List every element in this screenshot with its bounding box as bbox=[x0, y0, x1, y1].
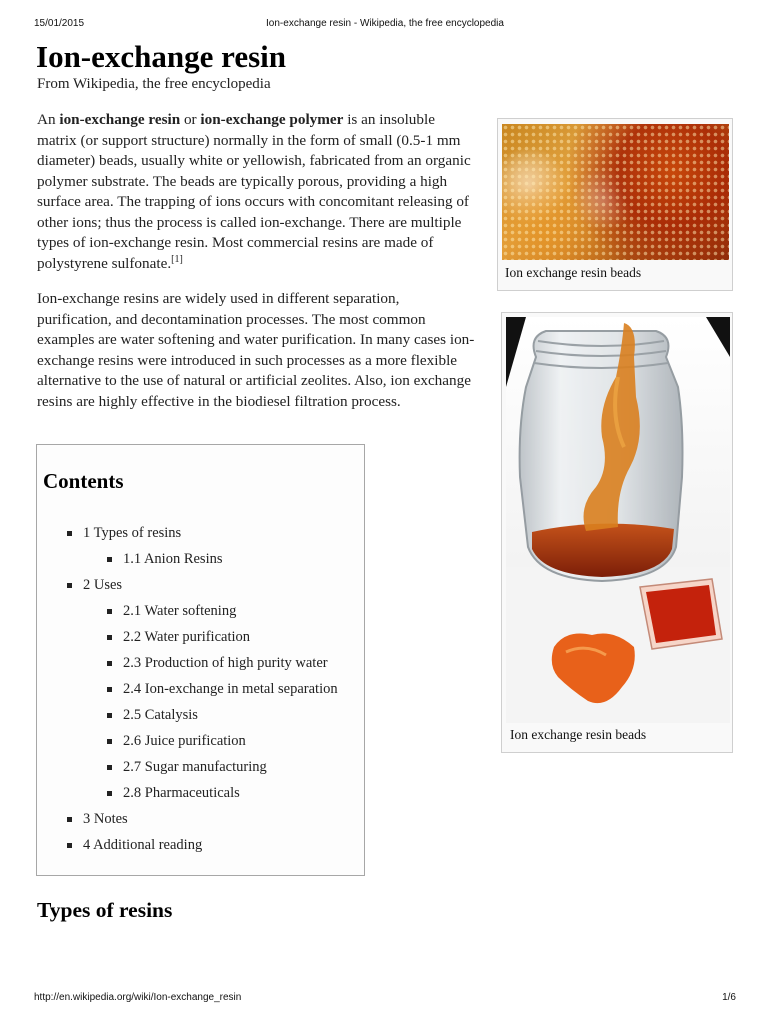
intro-text-3: is an insoluble matrix (or support structure) normally in the form of small (0.5-1 mm diameter) beads, usually white or yellowish, fabricated from an organic polymer substrate. The beads are typically porous, providing a high surface area. The trapping of ions occurs with concomitant releasing of other ions; thus the process is called ion-exchange. There are multiple types of ion-exchange resin. Most commercial resins are made of polystyrene sulfonate. bbox=[37, 111, 471, 272]
citation-link[interactable]: [1] bbox=[171, 253, 183, 265]
table-of-contents bbox=[36, 444, 365, 876]
toc-item-label: 2.2 Water purification bbox=[123, 629, 251, 645]
bullet-icon bbox=[67, 583, 72, 588]
print-footer bbox=[34, 992, 736, 1006]
toc-item-label: 2.7 Sugar manufacturing bbox=[123, 759, 267, 775]
bullet-icon bbox=[67, 817, 72, 822]
figure-resin-beads bbox=[497, 118, 733, 291]
bullet-icon bbox=[107, 739, 112, 744]
toc-item-additional-reading[interactable] bbox=[83, 836, 202, 854]
bullet-icon bbox=[107, 713, 112, 718]
toc-item-uses[interactable] bbox=[83, 576, 122, 594]
resin-beads-image[interactable] bbox=[502, 124, 729, 260]
intro-paragraph bbox=[37, 110, 477, 274]
print-header bbox=[34, 18, 736, 32]
bullet-icon bbox=[107, 557, 112, 562]
toc-item-label: 2.6 Juice purification bbox=[123, 733, 246, 749]
toc-item-pharmaceuticals[interactable] bbox=[123, 784, 240, 802]
toc-item-water-purification[interactable] bbox=[123, 628, 250, 646]
jar-illustration bbox=[506, 317, 730, 723]
toc-item-juice-purification[interactable] bbox=[123, 732, 246, 750]
toc-item-label: 2.4 Ion-exchange in metal separation bbox=[123, 681, 338, 697]
toc-item-catalysis[interactable] bbox=[123, 706, 198, 724]
bullet-icon bbox=[107, 635, 112, 640]
bullet-icon bbox=[67, 531, 72, 536]
toc-item-label: 2.3 Production of high purity water bbox=[123, 655, 328, 671]
toc-item-high-purity-water[interactable] bbox=[123, 654, 328, 672]
bead-texture bbox=[502, 124, 729, 260]
section-heading-types-of-resins: Types of resins bbox=[37, 898, 173, 922]
toc-item-water-softening[interactable] bbox=[123, 602, 236, 620]
figure-caption: Ion exchange resin beads bbox=[505, 265, 642, 280]
print-page-title: Ion-exchange resin - Wikipedia, the free encyclopedia bbox=[266, 18, 504, 29]
bullet-icon bbox=[67, 843, 72, 848]
toc-title: Contents bbox=[43, 469, 124, 493]
figure-resin-jar bbox=[501, 312, 733, 753]
toc-item-types-of-resins[interactable] bbox=[83, 524, 181, 542]
toc-item-sugar-manufacturing[interactable] bbox=[123, 758, 267, 776]
toc-item-label: 2.5 Catalysis bbox=[123, 707, 198, 723]
page-title: Ion-exchange resin bbox=[36, 39, 287, 74]
toc-item-label: 2.8 Pharmaceuticals bbox=[123, 785, 240, 801]
print-url: http://en.wikipedia.org/wiki/Ion-exchange_resin bbox=[34, 992, 242, 1003]
figure-caption: Ion exchange resin beads bbox=[510, 727, 647, 742]
bullet-icon bbox=[107, 791, 112, 796]
toc-item-label: 3 Notes bbox=[83, 811, 128, 827]
toc-item-label: 4 Additional reading bbox=[83, 837, 203, 853]
toc-item-metal-separation[interactable] bbox=[123, 680, 338, 698]
print-page-number: 1/6 bbox=[722, 992, 736, 1003]
toc-item-label: 2.1 Water softening bbox=[123, 603, 237, 619]
intro-text-2: or bbox=[180, 111, 201, 128]
toc-item-label: 1 Types of resins bbox=[83, 525, 182, 541]
toc-item-notes[interactable] bbox=[83, 810, 128, 828]
bullet-icon bbox=[107, 687, 112, 692]
tagline: From Wikipedia, the free encyclopedia bbox=[37, 76, 271, 92]
print-date: 15/01/2015 bbox=[34, 18, 85, 29]
bullet-icon bbox=[107, 609, 112, 614]
resin-jar-image[interactable] bbox=[506, 317, 730, 723]
bullet-icon bbox=[107, 661, 112, 666]
term-ion-exchange-polymer: ion-exchange polymer bbox=[200, 111, 344, 128]
toc-item-label: 2 Uses bbox=[83, 577, 123, 593]
toc-item-anion-resins[interactable] bbox=[123, 550, 223, 568]
uses-paragraph: Ion-exchange resins are widely used in different separation, purification, and decontamination processes. The most common examples are water softening and water purification. In many cases ion-exchange resins were introduced in such processes as a more flexible alternative to the use of natural or artificial zeolites. Also, ion exchange resins are highly effective in the biodiesel filtration process. bbox=[37, 290, 475, 410]
toc-item-label: 1.1 Anion Resins bbox=[123, 551, 223, 567]
term-ion-exchange-resin: ion-exchange resin bbox=[59, 111, 181, 128]
bullet-icon bbox=[107, 765, 112, 770]
intro-text-1: An bbox=[37, 111, 60, 128]
